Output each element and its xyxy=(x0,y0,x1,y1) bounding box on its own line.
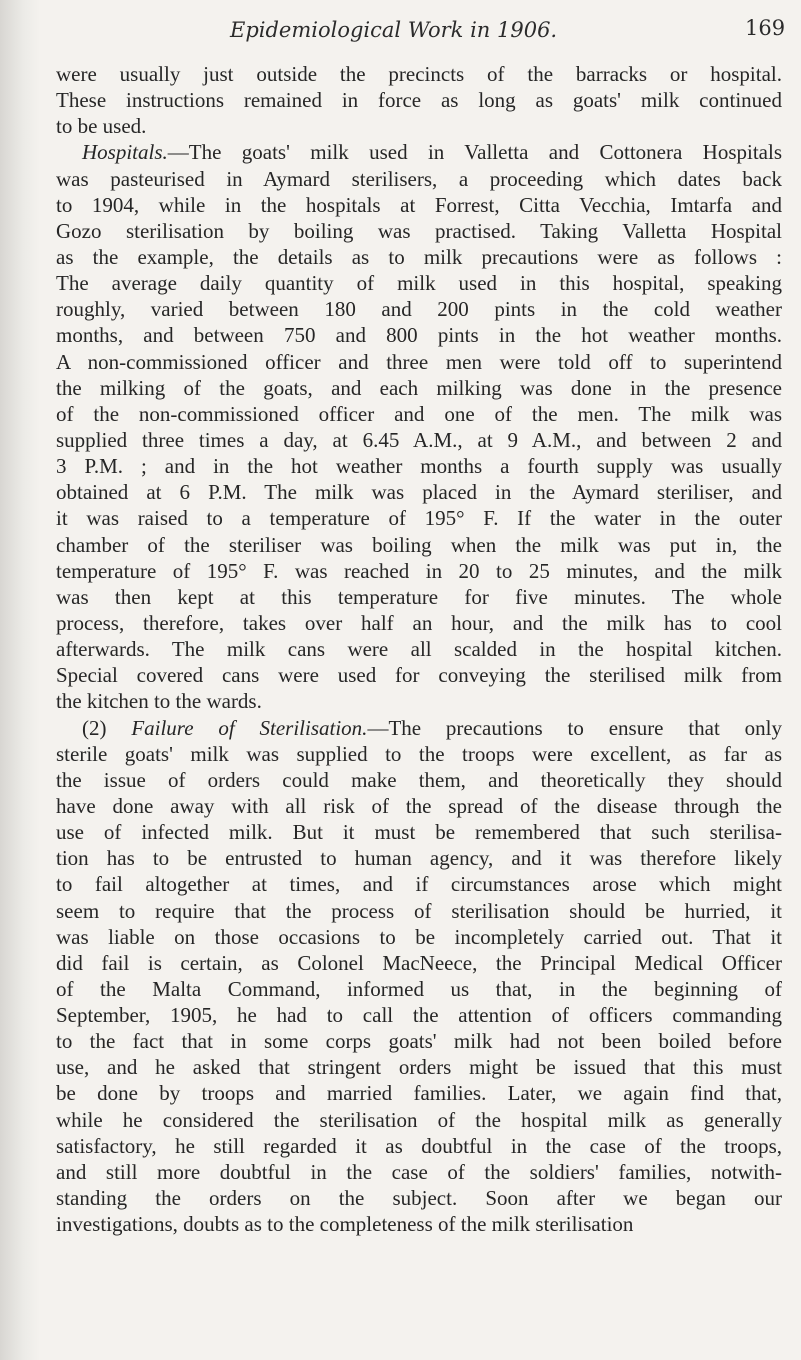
text-line: was pasteurised in Aymard sterilisers, a proceeding which dates back xyxy=(56,166,782,191)
text-line: months, and between 750 and 800 pints in the hot weather months. xyxy=(56,323,782,348)
text-line: roughly, varied between 180 and 200 pints in the cold weather xyxy=(56,297,782,322)
text-line: the kitchen to the wards. xyxy=(56,689,262,714)
text-line: obtained at 6 P.M. The milk was placed in the Aymard steriliser, and xyxy=(56,480,782,505)
text-line: Hospitals.—The goats' milk used in Valletta and Cottonera Hospitals xyxy=(82,140,782,165)
text-line: September, 1905, he had to call the attention of officers commanding xyxy=(56,1003,782,1028)
text-line: Gozo sterilisation by boiling was practised. Taking Valletta Hospital xyxy=(56,218,782,243)
text-line: use, and he asked that stringent orders might be issued that this must xyxy=(56,1055,782,1080)
text-line: be done by troops and married families. Later, we again find that, xyxy=(56,1081,782,1106)
text-line: as the example, the details as to milk precautions were as follows : xyxy=(56,244,782,269)
text-line: The average daily quantity of milk used in this hospital, speaking xyxy=(56,271,782,296)
text-line: while he considered the sterilisation of the hospital milk as generally xyxy=(56,1107,782,1132)
text-line: to be used. xyxy=(56,114,147,139)
text-line: A non-commissioned officer and three men were told off to superintend xyxy=(56,349,782,374)
text-line: it was raised to a temperature of 195° F. If the water in the outer xyxy=(56,506,782,531)
text-line: the issue of orders could make them, and theoretically they should xyxy=(56,767,782,792)
text-line: of the non-commissioned officer and one of the men. The milk was xyxy=(56,401,782,426)
text-line: chamber of the steriliser was boiling when the milk was put in, the xyxy=(56,532,782,557)
text-line: did fail is certain, as Colonel MacNeece, the Principal Medical Officer xyxy=(56,950,782,975)
text-line: were usually just outside the precincts of the barracks or hospital. xyxy=(56,62,782,86)
text-line: was then kept at this temperature for five minutes. The whole xyxy=(56,584,782,609)
text-line: sterile goats' milk was supplied to the troops were excellent, as far as xyxy=(56,741,782,766)
body-text xyxy=(56,61,782,1237)
text-line: have done away with all risk of the spread of the disease through the xyxy=(56,793,782,818)
text-line: satisfactory, he still regarded it as doubtful in the case of the troops, xyxy=(56,1133,782,1158)
text-line: temperature of 195° F. was reached in 20 to 25 minutes, and the milk xyxy=(56,558,782,583)
text-line: investigations, doubts as to the completeness of the milk sterilisation xyxy=(56,1212,634,1237)
text-line: seem to require that the process of sterilisation should be hurried, it xyxy=(56,898,782,923)
page-number: 169 xyxy=(745,16,786,40)
text-line: to fail altogether at times, and if circumstances arose which might xyxy=(56,872,782,897)
text-line: process, therefore, takes over half an hour, and the milk has to cool xyxy=(56,610,782,635)
text-line: was liable on those occasions to be incompletely carried out. That it xyxy=(56,924,782,949)
text-line: standing the orders on the subject. Soon after we began our xyxy=(56,1186,782,1211)
text-line: Special covered cans were used for conveying the sterilised milk from xyxy=(56,663,782,688)
text-line: (2) Failure of Sterilisation.—The precautions to ensure that only xyxy=(82,715,782,740)
text-line: to 1904, while in the hospitals at Forrest, Citta Vecchia, Imtarfa and xyxy=(56,192,782,217)
text-line: These instructions remained in force as long as goats' milk continued xyxy=(56,88,782,113)
running-title: Epidemiological Work in 1906. xyxy=(230,18,558,42)
text-line: of the Malta Command, informed us that, in the beginning of xyxy=(56,976,782,1001)
text-line: and still more doubtful in the case of the soldiers' families, notwith- xyxy=(56,1159,782,1184)
text-line: to the fact that in some corps goats' milk had not been boiled before xyxy=(56,1029,782,1054)
text-line: use of infected milk. But it must be remembered that such sterilisa- xyxy=(56,820,782,845)
text-line: tion has to be entrusted to human agency, and it was therefore likely xyxy=(56,846,782,871)
text-line: the milking of the goats, and each milking was done in the presence xyxy=(56,375,782,400)
text-line: 3 P.M. ; and in the hot weather months a fourth supply was usually xyxy=(56,454,782,479)
text-line: supplied three times a day, at 6.45 A.M., at 9 A.M., and between 2 and xyxy=(56,427,782,452)
page-gutter-shadow xyxy=(0,0,40,1360)
text-line: afterwards. The milk cans were all scalded in the hospital kitchen. xyxy=(56,637,782,662)
